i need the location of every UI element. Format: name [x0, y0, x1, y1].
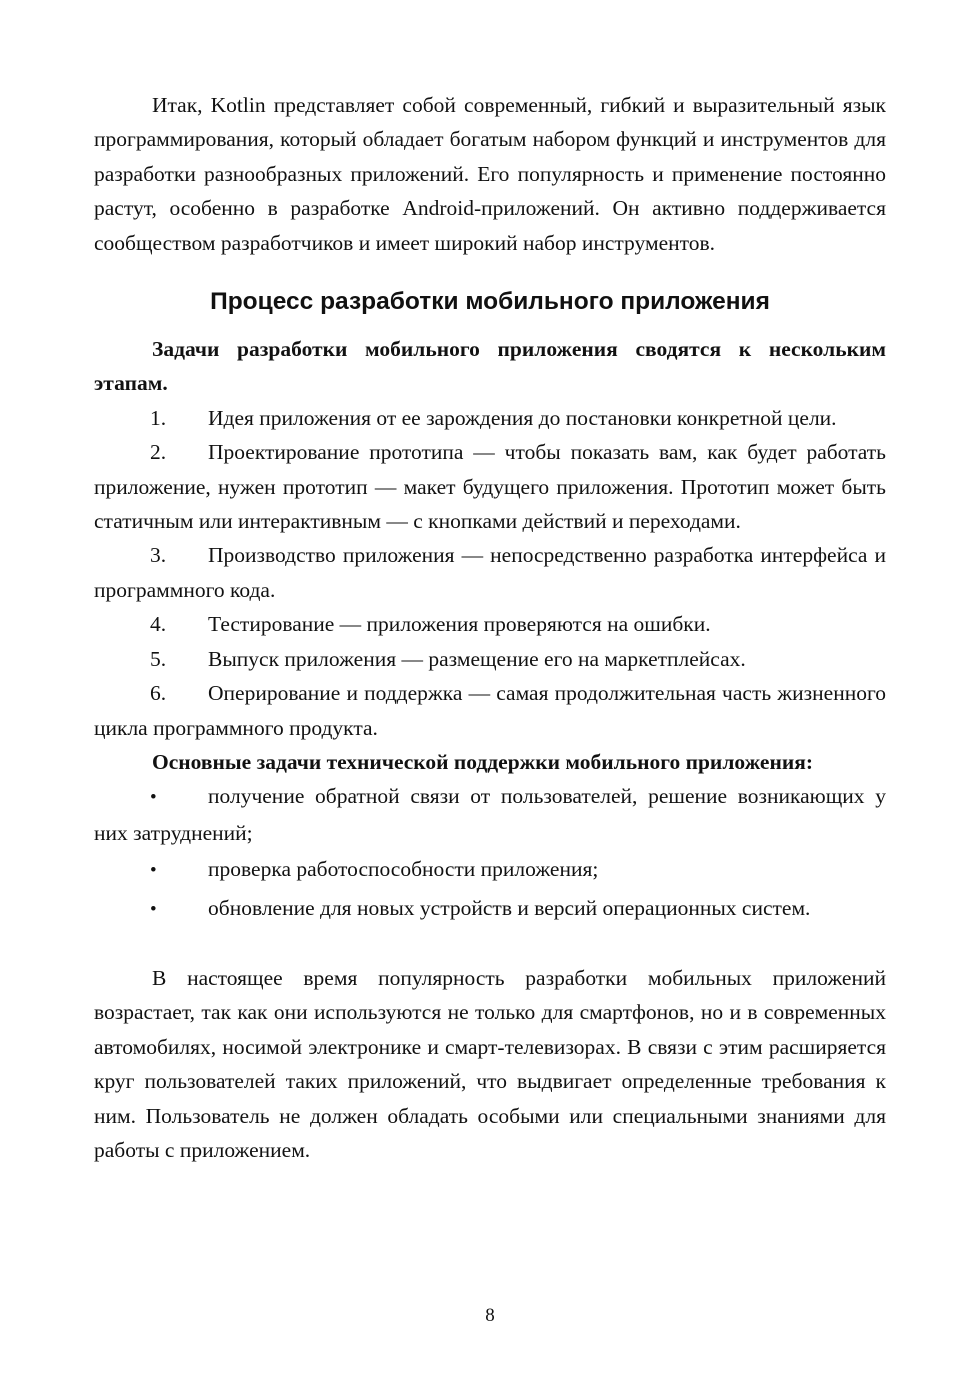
- list-item-text: Производство приложения — непосредственно разработка интерфейса и программного кода.: [94, 543, 886, 602]
- list-item-text: Идея приложения от ее зарождения до постановки конкретной цели.: [208, 405, 837, 430]
- list-item-number: 4.: [150, 612, 167, 637]
- bullet-icon: •: [150, 787, 157, 809]
- closing-paragraph: В настоящее время популярность разработки мобильных приложений возрастает, так как они используются не только для смартфонов, но и в современных автомобилях, носимой электронике и смарт-телевизорах. В связи с этим расширяется круг пользователей таких приложений, что выдвигает определенные требования к ним. Пользователь не должен обладать особыми или специальными знаниями для работы с приложением.: [94, 965, 886, 1162]
- support-list: [94, 779, 886, 927]
- list-item: [94, 401, 886, 435]
- list-item: [94, 435, 886, 538]
- support-lead: Основные задачи технической поддержки мобильного приложения:: [152, 749, 814, 774]
- intro-paragraph: Итак, Kotlin представляет собой современный, гибкий и выразительный язык программирования, который обладает богатым набором функций и инструментов для разработки разнообразных приложений. Его популярность и применение постоянно растут, особенно в разработке Android-приложений. Он активно поддерживается сообществом разработчиков и имеет широкий набор инструментов.: [94, 93, 886, 255]
- list-item: [94, 538, 886, 607]
- list-item-text: Оперирование и поддержка — самая продолжительная часть жизненного цикла программного продукта.: [94, 681, 886, 740]
- list-item-number: 6.: [150, 681, 167, 706]
- list-item-text: Тестирование — приложения проверяются на ошибки.: [208, 612, 711, 637]
- section-heading: Процесс разработки мобильного приложения: [210, 288, 770, 316]
- list-item: [94, 891, 886, 927]
- blank-line: [94, 927, 886, 961]
- list-item-number: 2.: [150, 440, 167, 465]
- list-item: [94, 607, 886, 641]
- stages-list: [94, 401, 886, 745]
- stages-lead: Задачи разработки мобильного приложения сводятся к нескольким этапам.: [94, 337, 886, 396]
- list-item-number: 3.: [150, 543, 167, 568]
- list-item-text: получение обратной связи от пользователей, решение возникающих у них затруднений;: [94, 784, 886, 845]
- list-item-text: обновление для новых устройств и версий операционных систем.: [208, 895, 811, 920]
- list-item-number: 1.: [150, 405, 167, 430]
- list-item: [94, 852, 886, 888]
- page-body: [94, 88, 886, 1167]
- list-item: [94, 676, 886, 745]
- bullet-icon: •: [150, 898, 157, 920]
- page-number: 8: [485, 1305, 495, 1326]
- list-item-text: Выпуск приложения — размещение его на маркетплейсах.: [208, 646, 746, 671]
- list-item: [94, 779, 886, 850]
- list-item-number: 5.: [150, 646, 167, 671]
- bullet-icon: •: [150, 860, 157, 882]
- list-item-text: проверка работоспособности приложения;: [208, 857, 599, 882]
- list-item: [94, 642, 886, 676]
- list-item-text: Проектирование прототипа — чтобы показать вам, как будет работать приложение, нужен прототип — макет будущего приложения. Прототип может быть статичным или интерактивным — с кнопками действий и переходами.: [94, 440, 886, 534]
